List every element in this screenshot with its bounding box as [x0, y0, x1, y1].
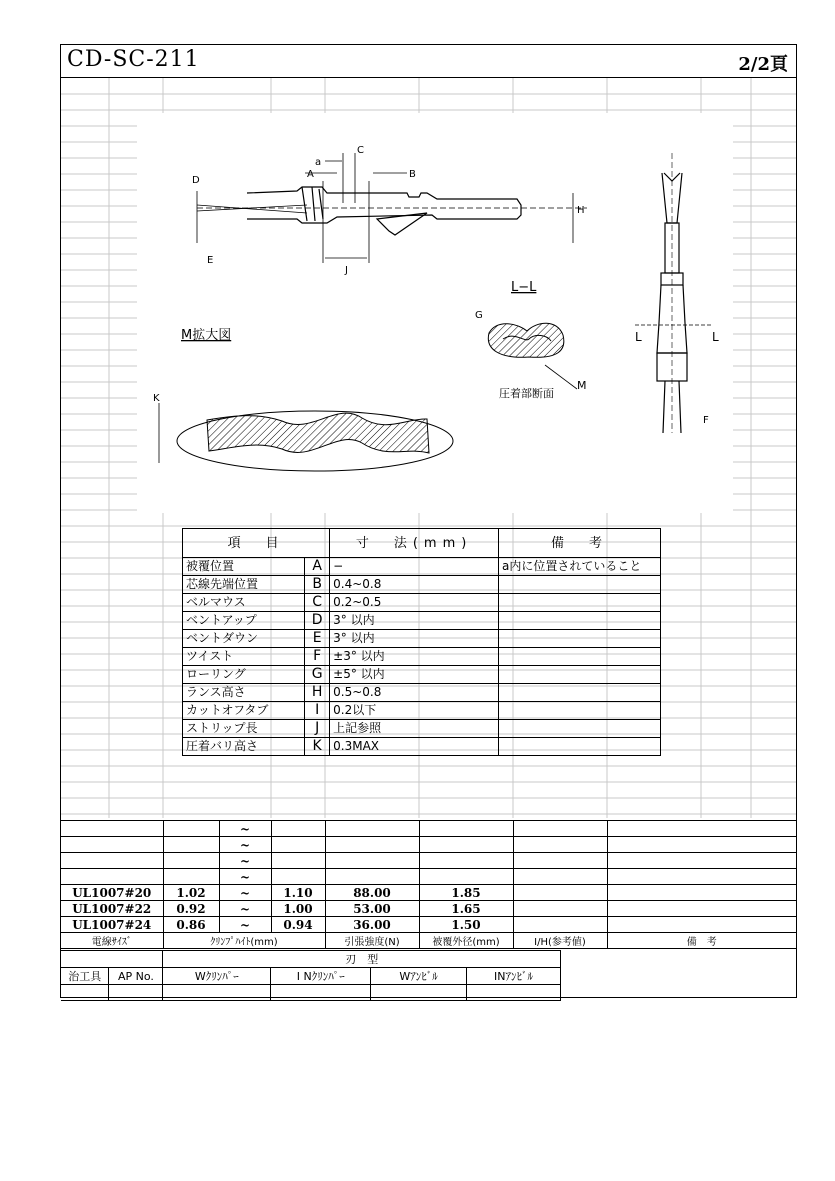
terminal-drawing [137, 113, 733, 513]
remarks-cell [607, 869, 796, 885]
spec-item: ベントアップ [183, 612, 305, 630]
header-remarks: 備 考 [607, 933, 796, 949]
spec-note [499, 666, 661, 684]
spec-item: ストリップ長 [183, 720, 305, 738]
technical-drawing [137, 113, 733, 513]
wire-row [61, 917, 796, 933]
wire-size-cell: UL1007#20 [61, 885, 163, 901]
front-view [635, 153, 712, 433]
wire-size-cell [61, 869, 163, 885]
crimp-min-cell: 1.02 [163, 885, 219, 901]
spec-row [183, 720, 661, 738]
ih-cell [513, 837, 607, 853]
spec-row [183, 738, 661, 756]
spec-code: I [305, 702, 330, 720]
side-view [197, 153, 587, 263]
crimp-max-cell [271, 821, 325, 837]
header-tensile: 引張強度(N) [325, 933, 419, 949]
crimp-max-cell: 0.94 [271, 917, 325, 933]
crimp-min-cell: 0.86 [163, 917, 219, 933]
range-sep: ~ [219, 901, 271, 917]
spec-item: ランス高さ [183, 684, 305, 702]
tool-section-row [61, 951, 561, 968]
remarks-cell [607, 885, 796, 901]
spec-dim: 上記参照 [330, 720, 499, 738]
spec-code: J [305, 720, 330, 738]
l-left-label: L [635, 330, 642, 344]
spec-item: ベルマウス [183, 594, 305, 612]
tool-section-title: 刃 型 [163, 951, 561, 968]
spec-note [499, 702, 661, 720]
crimp-min-cell [163, 837, 219, 853]
tool-blank [61, 951, 163, 968]
l-right-label: L [712, 330, 719, 344]
tool-header-row [61, 968, 561, 985]
header-in-anvil: INｱﾝﾋﾞﾙ [467, 968, 561, 985]
range-sep: ~ [219, 837, 271, 853]
insulation-od-cell: 1.65 [419, 901, 513, 917]
remarks-cell [607, 917, 796, 933]
header-note: 備 考 [499, 529, 661, 558]
ih-cell [513, 901, 607, 917]
range-sep: ~ [219, 869, 271, 885]
spec-item: 被覆位置 [183, 558, 305, 576]
spec-dim: 3° 以内 [330, 630, 499, 648]
spec-item: ベントダウン [183, 630, 305, 648]
header-dim: 寸 法(mm) [330, 529, 499, 558]
spec-code: H [305, 684, 330, 702]
spec-row [183, 594, 661, 612]
spec-note: a内に位置されていること [499, 558, 661, 576]
header-w-crimper: Wｸﾘﾝﾊﾟｰ [163, 968, 271, 985]
crimp-min-cell: 0.92 [163, 901, 219, 917]
header-wire-size: 電線ｻｲｽﾞ [61, 933, 163, 949]
spec-item: ローリング [183, 666, 305, 684]
crimp-max-cell [271, 837, 325, 853]
spec-code: E [305, 630, 330, 648]
spec-row [183, 612, 661, 630]
spec-code: G [305, 666, 330, 684]
page-number: 2/2頁 [738, 54, 788, 75]
spec-dim: − [330, 558, 499, 576]
spec-note [499, 612, 661, 630]
crimp-section [488, 323, 564, 357]
tensile-cell [325, 869, 419, 885]
drawing-sheet [60, 44, 797, 998]
spec-code: F [305, 648, 330, 666]
wire-row [61, 821, 796, 837]
crimp-min-cell [163, 853, 219, 869]
wire-size-cell [61, 853, 163, 869]
spec-dim: 0.3MAX [330, 738, 499, 756]
spec-item: 圧着バリ高さ [183, 738, 305, 756]
tensile-cell [325, 853, 419, 869]
wire-size-cell [61, 821, 163, 837]
spec-dim: 0.2~0.5 [330, 594, 499, 612]
wire-row [61, 869, 796, 885]
insulation-od-cell: 1.85 [419, 885, 513, 901]
header-item: 項 目 [183, 529, 330, 558]
tensile-cell: 88.00 [325, 885, 419, 901]
spec-code: B [305, 576, 330, 594]
crimp-max-cell: 1.10 [271, 885, 325, 901]
spec-dim: ±3° 以内 [330, 648, 499, 666]
dim-d: D [192, 175, 200, 186]
m-view-section [207, 413, 429, 453]
spec-row [183, 648, 661, 666]
insulation-od-cell [419, 837, 513, 853]
document-id: CD-SC-211 [67, 47, 200, 72]
dim-c: C [357, 145, 364, 156]
tensile-cell: 53.00 [325, 901, 419, 917]
dim-f: F [703, 415, 709, 426]
spec-item: ツイスト [183, 648, 305, 666]
insulation-od-cell: 1.50 [419, 917, 513, 933]
insulation-od-cell [419, 821, 513, 837]
section-label: 圧着部断面 [499, 387, 554, 400]
dim-k: K [153, 393, 160, 404]
spec-note [499, 720, 661, 738]
spec-row [183, 630, 661, 648]
spec-note [499, 648, 661, 666]
spec-dim: ±5° 以内 [330, 666, 499, 684]
ih-cell [513, 917, 607, 933]
ih-cell [513, 869, 607, 885]
dim-a-small: a [315, 157, 322, 168]
header-insulation-od: 被覆外径(mm) [419, 933, 513, 949]
wire-row [61, 837, 796, 853]
spec-code: D [305, 612, 330, 630]
dim-j: J [345, 265, 348, 276]
remarks-cell [607, 901, 796, 917]
tensile-cell: 36.00 [325, 917, 419, 933]
insulation-od-cell [419, 853, 513, 869]
range-sep: ~ [219, 885, 271, 901]
range-sep: ~ [219, 917, 271, 933]
spec-dim: 3° 以内 [330, 612, 499, 630]
tooling-table [61, 950, 561, 1001]
spec-dim: 0.4~0.8 [330, 576, 499, 594]
range-sep: ~ [219, 821, 271, 837]
ll-section-title: L−L [511, 280, 537, 295]
spec-row [183, 684, 661, 702]
header-in-crimper: I Nｸﾘﾝﾊﾟｰ [271, 968, 371, 985]
wire-size-cell [61, 837, 163, 853]
remarks-cell [607, 853, 796, 869]
spec-header-row [183, 529, 661, 558]
header-ih: I/H(参考値) [513, 933, 607, 949]
dim-b: B [409, 169, 416, 180]
crimp-max-cell [271, 853, 325, 869]
spec-note [499, 576, 661, 594]
spec-code: K [305, 738, 330, 756]
crimp-max-cell: 1.00 [271, 901, 325, 917]
header-w-anvil: Wｱﾝﾋﾞﾙ [371, 968, 467, 985]
remarks-cell [607, 821, 796, 837]
wire-header-row [61, 933, 796, 949]
wire-size-cell: UL1007#22 [61, 901, 163, 917]
dim-a: A [307, 169, 314, 180]
wire-row [61, 853, 796, 869]
dim-e: E [207, 255, 214, 266]
spec-note [499, 630, 661, 648]
crimp-min-cell [163, 869, 219, 885]
tensile-cell [325, 821, 419, 837]
wire-row [61, 901, 796, 917]
spec-code: A [305, 558, 330, 576]
spec-dim: 0.5~0.8 [330, 684, 499, 702]
spec-row [183, 702, 661, 720]
dim-m: M [577, 379, 587, 392]
range-sep: ~ [219, 853, 271, 869]
ih-cell [513, 821, 607, 837]
tool-data-row [61, 985, 561, 1001]
ih-cell [513, 885, 607, 901]
spec-row [183, 576, 661, 594]
spec-row [183, 558, 661, 576]
crimp-max-cell [271, 869, 325, 885]
spec-item: 芯線先端位置 [183, 576, 305, 594]
spec-item: カットオフタブ [183, 702, 305, 720]
header-ap-no: AP No. [109, 968, 163, 985]
spec-note [499, 594, 661, 612]
remarks-cell [607, 837, 796, 853]
header-bar [61, 45, 796, 78]
wire-size-table [61, 820, 796, 949]
m-view-title: M拡大図 [181, 328, 232, 343]
header-jig: 治工具 [61, 968, 109, 985]
wire-row [61, 885, 796, 901]
wire-size-cell: UL1007#24 [61, 917, 163, 933]
crimp-min-cell [163, 821, 219, 837]
spec-table [182, 528, 661, 756]
spec-code: C [305, 594, 330, 612]
spec-note [499, 684, 661, 702]
tensile-cell [325, 837, 419, 853]
ih-cell [513, 853, 607, 869]
header-crimp-height: ｸﾘﾝﾌﾟﾊｲﾄ(mm) [163, 933, 325, 949]
spec-dim: 0.2以下 [330, 702, 499, 720]
dim-g: G [475, 310, 483, 321]
insulation-od-cell [419, 869, 513, 885]
spec-row [183, 666, 661, 684]
spec-note [499, 738, 661, 756]
dim-h: H [577, 205, 585, 216]
